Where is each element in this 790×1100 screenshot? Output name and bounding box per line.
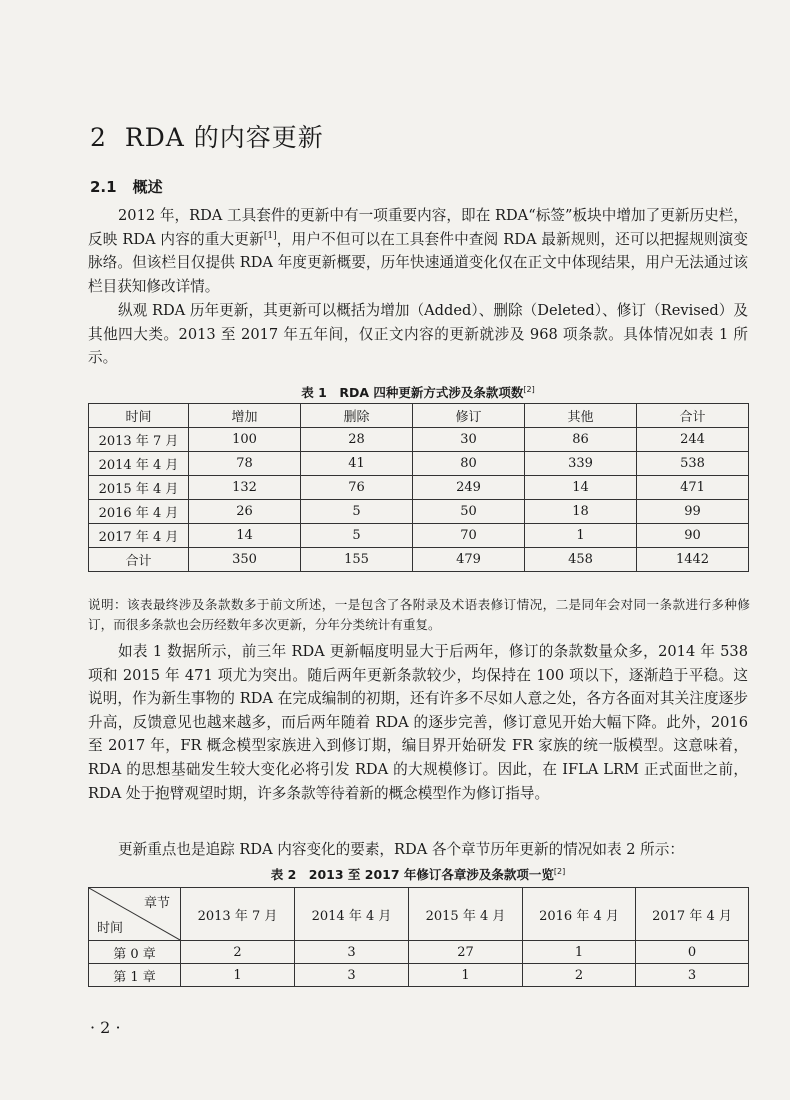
table-2-header-cell: 2013 年 7 月: [181, 888, 295, 941]
table-cell: 86: [525, 428, 637, 452]
table-cell: 99: [637, 500, 749, 524]
table-1-caption: [88, 383, 748, 401]
table-2-corner-cell: [89, 888, 181, 941]
paragraph-1-text-b: ，用户不但可以在工具套件中查阅 RDA 最新规则，还可以把握规则演变脉络。但该栏目仅提供 RDA 年度更新概要，历年快速通道变化仅在正文中体现结果，用户无法通过该栏目获知修改详情。: [88, 230, 748, 295]
table-cell: 1442: [637, 548, 749, 572]
table-cell: 3: [295, 941, 409, 964]
table-cell: 2016 年 4 月: [89, 500, 189, 524]
table-cell: 76: [301, 476, 413, 500]
paragraph-1: [88, 204, 748, 298]
table-cell: 155: [301, 548, 413, 572]
table-cell: 70: [413, 524, 525, 548]
table-cell: 2015 年 4 月: [89, 476, 189, 500]
table-2-caption: [88, 865, 748, 883]
table-2-header-cell: 2016 年 4 月: [523, 888, 636, 941]
table-cell: 132: [189, 476, 301, 500]
table-row: [89, 524, 749, 548]
table-cell: 3: [636, 964, 749, 987]
table-cell: 50: [413, 500, 525, 524]
table-cell: 5: [301, 524, 413, 548]
table-2-header-cell: 2015 年 4 月: [409, 888, 523, 941]
table-cell: 14: [525, 476, 637, 500]
paragraph-4: 更新重点也是追踪 RDA 内容变化的要素，RDA 各个章节历年更新的情况如表 2 所示：: [118, 841, 684, 858]
table-cell: 41: [301, 452, 413, 476]
table-row: [89, 500, 749, 524]
table-row: [89, 476, 749, 500]
table-2-header-row: [89, 888, 749, 941]
table-1-header-cell: 其他: [525, 404, 637, 428]
table-cell: 30: [413, 428, 525, 452]
subsection-heading: [90, 176, 163, 197]
table-cell: 27: [409, 941, 523, 964]
table-2-corner-top: 章节: [143, 896, 170, 911]
table-row: [89, 964, 749, 987]
page-number: · 2 ·: [90, 1018, 121, 1037]
table-cell: 第 0 章: [89, 941, 181, 964]
table-cell: 0: [636, 941, 749, 964]
table-cell: 2013 年 7 月: [89, 428, 189, 452]
table-cell: 28: [301, 428, 413, 452]
table-cell: 1: [181, 964, 295, 987]
table-cell: 249: [413, 476, 525, 500]
table-cell: 2: [181, 941, 295, 964]
table-1-caption-text: 表 1 RDA 四种更新方式涉及条款项数: [301, 385, 524, 400]
table-1-header-cell: 时间: [89, 404, 189, 428]
table-cell: 1: [525, 524, 637, 548]
table-cell: 350: [189, 548, 301, 572]
section-number: 2: [90, 123, 107, 152]
table-2-caption-text: 表 2 2013 至 2017 年修订各章涉及条款项一览: [270, 867, 554, 882]
table-1-header-cell: 删除: [301, 404, 413, 428]
table-2-corner-bottom: 时间: [97, 921, 124, 936]
table-cell: 2: [523, 964, 636, 987]
table-cell: 78: [189, 452, 301, 476]
table-cell: 538: [637, 452, 749, 476]
table-cell: 244: [637, 428, 749, 452]
subsection-number: 2.1: [90, 178, 117, 196]
table-cell: 18: [525, 500, 637, 524]
table-cell: 1: [409, 964, 523, 987]
table-cell: 90: [637, 524, 749, 548]
table-2-header-cell: 2017 年 4 月: [636, 888, 749, 941]
citation-ref-1: [1]: [263, 230, 277, 241]
table-1: [88, 403, 749, 572]
table-1-header-row: [89, 404, 749, 428]
table-cell: 1: [523, 941, 636, 964]
table-row: [89, 941, 749, 964]
table-cell: 第 1 章: [89, 964, 181, 987]
section-heading: [90, 118, 324, 154]
paragraph-2: 纵观 RDA 历年更新，其更新可以概括为增加（Added）、删除（Deleted）、修订（Revised）及其他四大类。2013 至 2017 年五年间，仅正文内容的更新就涉及 968 项条款。具体情况如表 1 所示。: [88, 302, 748, 367]
table-total-row: [89, 548, 749, 572]
table-2-caption-ref: [2]: [553, 866, 566, 876]
table-cell: 100: [189, 428, 301, 452]
table-1-header-cell: 合计: [637, 404, 749, 428]
table-cell: 3: [295, 964, 409, 987]
table-cell: 2014 年 4 月: [89, 452, 189, 476]
paragraph-1-text-a: 2012 年，RDA 工具套件的更新中有一项重要内容，即在 RDA“标签”板块中增加了更新历史栏，反映 RDA 内容的重大更新: [88, 207, 748, 248]
table-2-header-cell: 2014 年 4 月: [295, 888, 409, 941]
table-1-note: 说明：该表最终涉及条款数多于前文所述，一是包含了各附录及术语表修订情况，二是同年会对同一条款进行多种修订，而很多条款也会历经数年多次更新，分年分类统计有重复。: [88, 597, 750, 632]
table-1-caption-ref: [2]: [523, 384, 535, 394]
table-1-header-cell: 增加: [189, 404, 301, 428]
table-cell: 5: [301, 500, 413, 524]
table-cell: 458: [525, 548, 637, 572]
table-2: [88, 887, 749, 987]
subsection-title-text: 概述: [132, 178, 163, 196]
table-row: [89, 428, 749, 452]
table-row: [89, 452, 749, 476]
table-cell: 339: [525, 452, 637, 476]
table-cell: 80: [413, 452, 525, 476]
table-cell: 479: [413, 548, 525, 572]
table-cell: 14: [189, 524, 301, 548]
section-title-text: RDA 的内容更新: [124, 123, 324, 152]
table-cell: 471: [637, 476, 749, 500]
paragraph-3: 如表 1 数据所示，前三年 RDA 更新幅度明显大于后两年，修订的条款数量众多，2014 年 538 项和 2015 年 471 项尤为突出。随后两年更新条款较少，均保持在 100 项以下，逐渐趋于平稳。这说明，作为新生事物的 RDA 在完成编制的初期，还有许多不尽如人意之处，各方各面对其关注度逐步升高，反馈意见也越来越多，而后两年随着 RDA 的逐步完善，修订意见开始大幅下降。此外，2016 至 2017 年，FR 概念模型家族进入到修订期，编目界开始研发 FR 家族的统一版模型。这意味着，RDA 的思想基础发生较大变化必将引发 RDA 的大规模修订。因此，在 IFLA LRM 正式面世之前，RDA 处于抱臂观望时期，许多条款等待着新的概念模型作为修订指导。: [88, 643, 748, 802]
table-cell: 合计: [89, 548, 189, 572]
table-1-header-cell: 修订: [413, 404, 525, 428]
table-cell: 2017 年 4 月: [89, 524, 189, 548]
table-cell: 26: [189, 500, 301, 524]
